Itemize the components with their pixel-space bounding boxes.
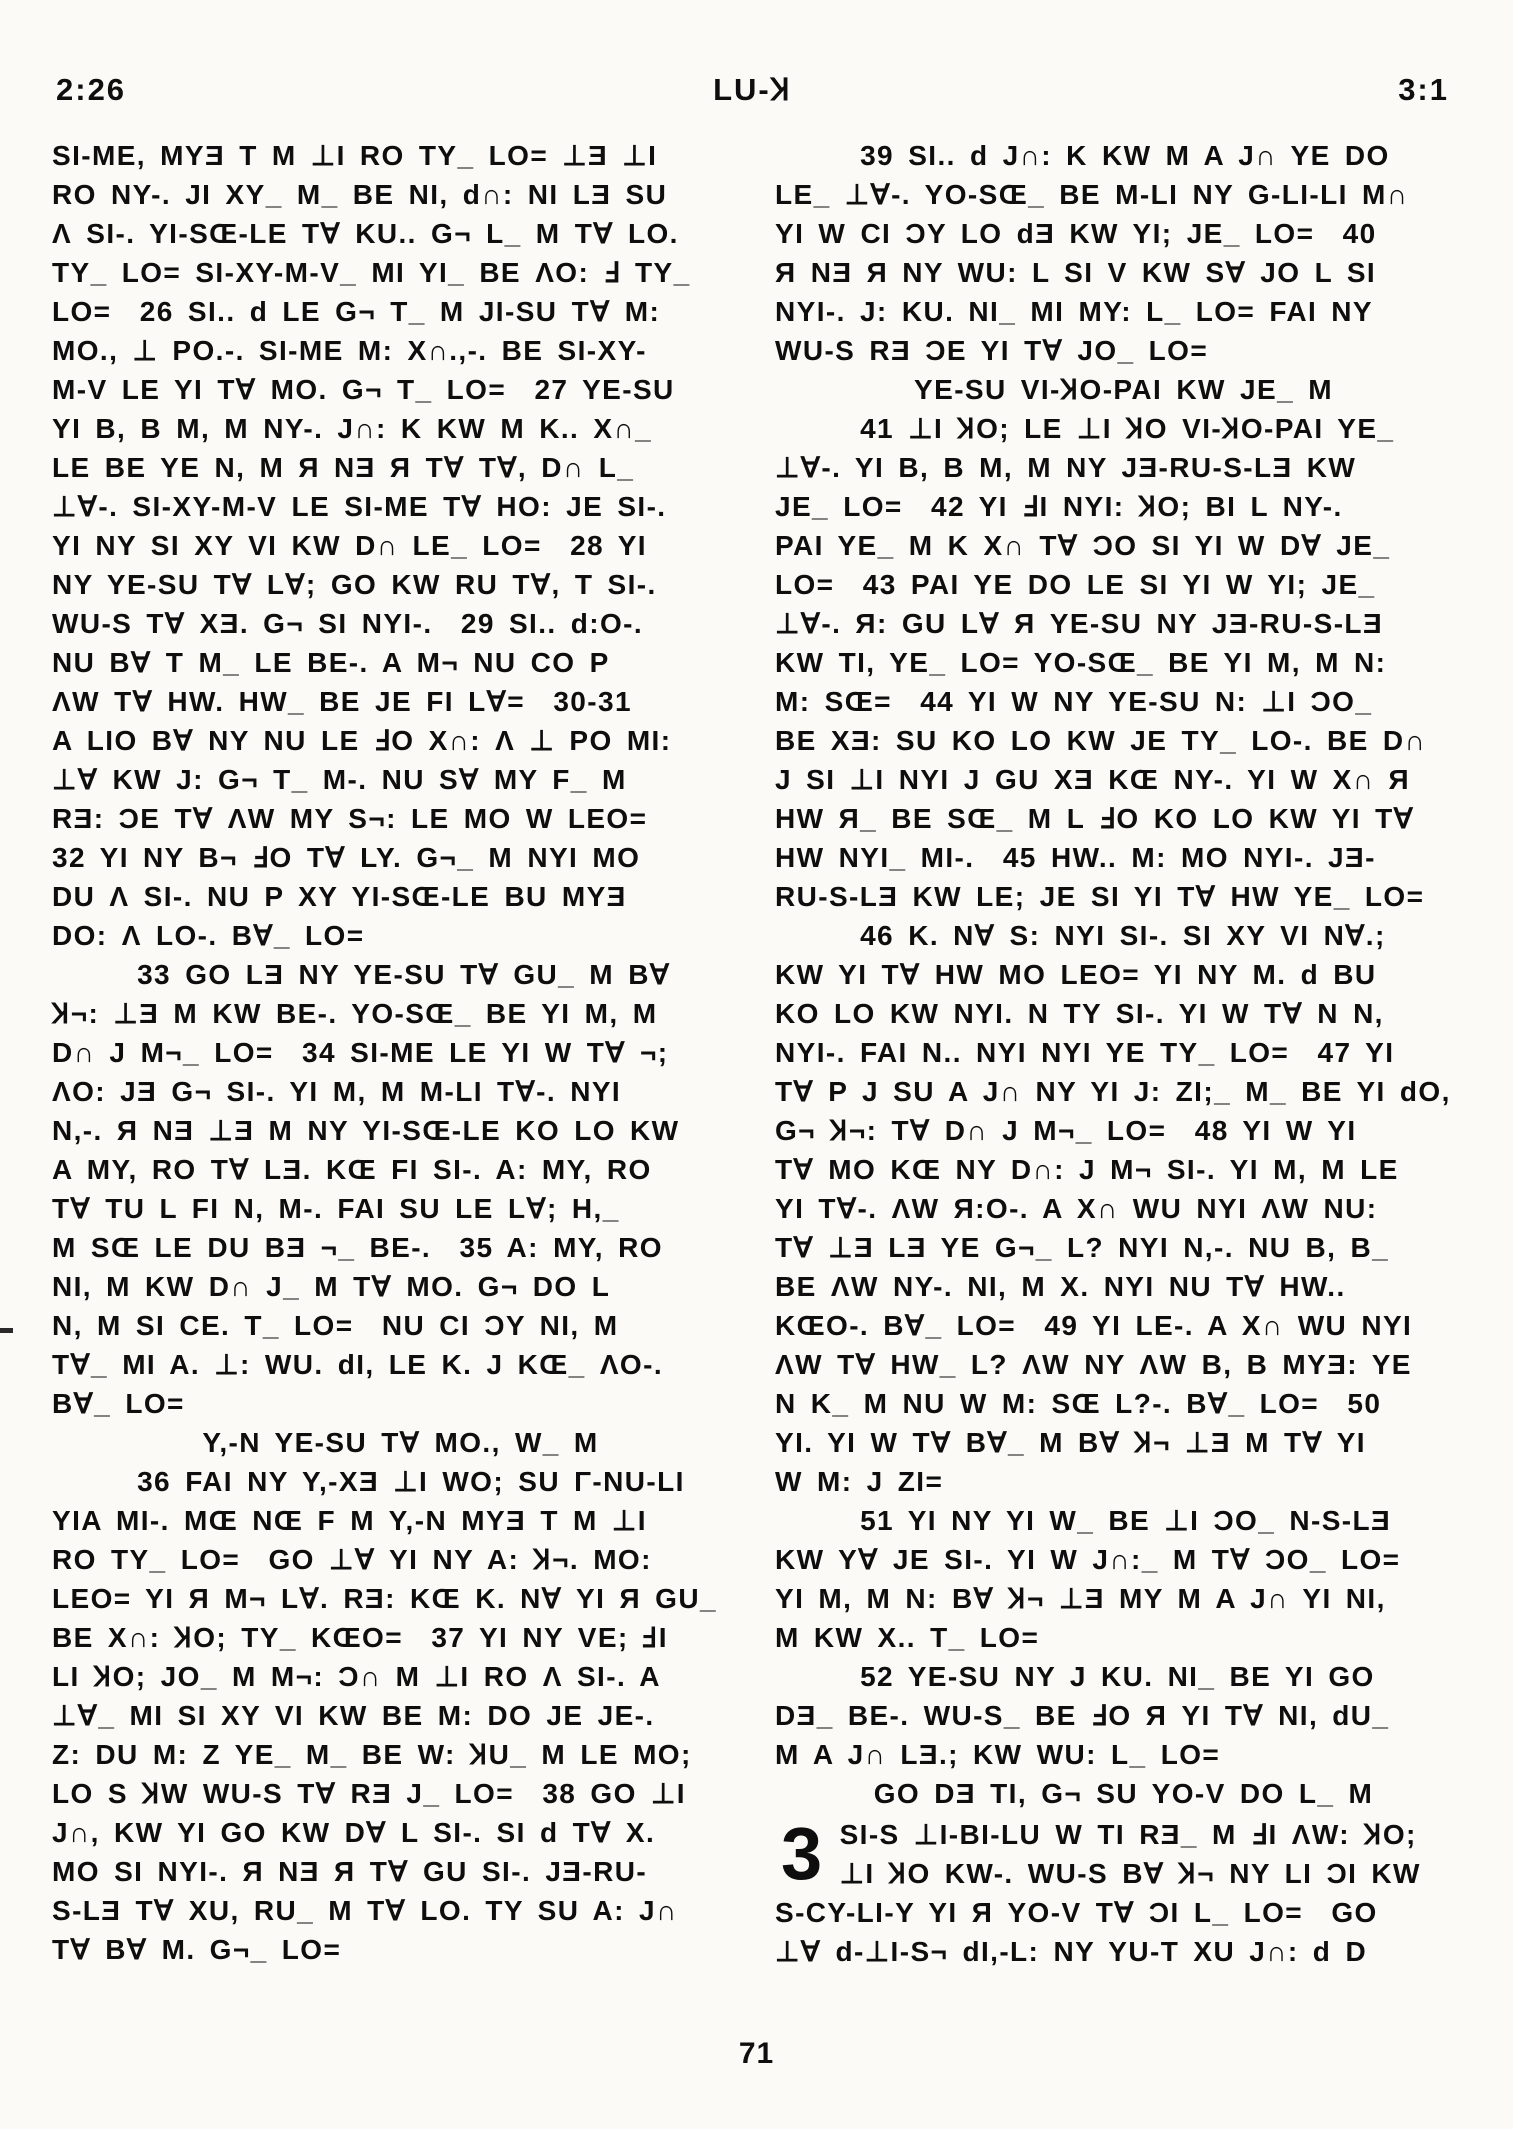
text-line: N K_ M NU W M: SŒ L?-. B∀_ LO= 50 <box>775 1388 1382 1419</box>
text-line: 36 FAI NY Y,-XƎ ⊥I WO; SU Γ-NU-LI <box>52 1466 685 1497</box>
section-heading: YE-SU VI-ꞰO-PAI KW JE_ M <box>914 374 1333 405</box>
text-line: WU-S RƎ ƆE YI T∀ JO_ LO= <box>775 335 1209 366</box>
text-line: 41 ⊥I ꞰO; LE ⊥I ꞰO VI-ꞰO-PAI YE_ <box>775 413 1395 444</box>
text-line: NY YE-SU T∀ L∀; GO KW RU T∀, T SI-. <box>52 569 657 600</box>
text-line: N,-. Я NƎ ⊥Ǝ M NY YI-SŒ-LE KO LO KW <box>52 1115 680 1146</box>
text-line: HW Я_ BE SŒ_ M L ℲO KO LO KW YI T∀ <box>775 803 1415 834</box>
text-line: WU-S T∀ XƎ. G¬ SI NYI-. 29 SI.. d:O-. <box>52 608 644 639</box>
text-line: KW Y∀ JE SI-. YI W J∩:_ M T∀ ƆO_ LO= <box>775 1544 1401 1575</box>
text-line: N, M SI CE. T_ LO= NU CI ƆY NI, M <box>52 1310 619 1341</box>
text-line: YI B, B M, M NY-. J∩: K KW M K.. X∩_ <box>52 413 653 444</box>
text-line: BE XƎ: SU KO LO KW JE TY_ LO-. BE D∩ <box>775 725 1427 756</box>
text-line: LE BE YE N, M Я NƎ Я T∀ T∀, D∩ L_ <box>52 452 635 483</box>
text-line: Ʞ¬: ⊥Ǝ M KW BE-. YO-SŒ_ BE YI M, M <box>52 998 658 1029</box>
text-line: Λ SI-. YI-SŒ-LE T∀ KU.. G¬ L_ M T∀ LO. <box>52 218 679 249</box>
right-column <box>775 136 1472 1971</box>
text-line: ΛW T∀ HW. HW_ BE JE FI L∀= 30-31 <box>52 686 632 717</box>
text-line: A MY, RO T∀ LƎ. KŒ FI SI-. A: MY, RO <box>52 1154 652 1185</box>
page-number: 71 <box>738 2037 775 2070</box>
text-line: G¬ Ʞ¬: T∀ D∩ J M¬_ LO= 48 YI W YI <box>775 1115 1357 1146</box>
text-line: YI M, M N: B∀ Ʞ¬ ⊥Ǝ MY M A J∩ YI NI, <box>775 1583 1386 1614</box>
text-line: W M: J ZI= <box>775 1466 944 1497</box>
text-line: JE_ LO= 42 YI ℲI NYI: ꞰO; BI L NY-. <box>775 491 1343 522</box>
text-line: DU Λ SI-. NU P XY YI-SŒ-LE BU MYƎ <box>52 881 627 912</box>
verse-ref-right: 3:1 <box>1398 72 1449 107</box>
text-line: LO S ꞰW WU-S T∀ RƎ J_ LO= 38 GO ⊥I <box>52 1778 686 1809</box>
text-line: Z: DU M: Z YE_ M_ BE W: ꞰU_ M LE MO; <box>52 1739 692 1770</box>
text-line: 33 GO LƎ NY YE-SU T∀ GU_ M B∀ <box>52 959 671 990</box>
text-line: 46 K. N∀ S: NYI SI-. SI XY VI N∀.; <box>775 920 1386 951</box>
text-line: PAI YE_ M K X∩ T∀ ƆO SI YI W D∀ JE_ <box>775 530 1391 561</box>
right-column-lines <box>775 136 1472 1813</box>
left-column <box>52 136 749 1971</box>
text-line: A LIO B∀ NY NU LE ℲO X∩: Λ ⊥ PO MI: <box>52 725 672 756</box>
text-line: ⊥∀-. Я: GU L∀ Я YE-SU NY JƎ-RU-S-LƎ <box>775 608 1384 639</box>
text-line: ⊥∀_ MI SI XY VI KW BE M: DO JE JE-. <box>52 1700 655 1731</box>
text-line: ΛW T∀ HW_ L? ΛW NY ΛW B, B MYƎ: YE <box>775 1349 1412 1380</box>
text-line: NYI-. FAI N.. NYI NYI YE TY_ LO= 47 YI <box>775 1037 1395 1068</box>
text-line: LO= 43 PAI YE DO LE SI YI W YI; JE_ <box>775 569 1376 600</box>
text-line: KŒO-. B∀_ LO= 49 YI LE-. A X∩ WU NYI <box>775 1310 1413 1341</box>
text-line: LE_ ⊥∀-. YO-SŒ_ BE M-LI NY G-LI-LI M∩ <box>775 179 1409 210</box>
text-line: ⊥∀-. YI B, B M, M NY JƎ-RU-S-LƎ KW <box>775 452 1357 483</box>
text-line: ⊥∀-. SI-XY-M-V LE SI-ME T∀ HO: JE SI-. <box>52 491 667 522</box>
text-line: SI-S ⊥I-BI-LU W TI RƎ_ M ℲI ΛW: ꞰO; <box>839 1819 1417 1850</box>
text-line: BE X∩: ꞰO; TY_ KŒO= 37 YI NY VE; ℲI <box>52 1622 668 1653</box>
text-line: NU B∀ T M_ LE BE-. A M¬ NU CO P <box>52 647 610 678</box>
text-line: RU-S-LƎ KW LE; JE SI YI T∀ HW YE_ LO= <box>775 881 1425 912</box>
text-line: ⊥∀ d-⊥I-S¬ dI,-L: NY YU-T XU J∩: d D <box>775 1936 1368 1967</box>
text-line: HW NYI_ MI-. 45 HW.. M: MO NYI-. JƎ- <box>775 842 1376 873</box>
text-line: MO., ⊥ PO.-. SI-ME M: X∩.,-. BE SI-XY- <box>52 335 647 366</box>
text-line: Я NƎ Я NY WU: L SI V KW S∀ JO L SI <box>775 257 1377 288</box>
text-line: YIA MI-. MŒ NŒ F M Y,-N MYƎ T M ⊥I <box>52 1505 647 1536</box>
section-heading: Y,-N YE-SU T∀ MO., W_ M <box>202 1427 599 1458</box>
text-line: LO= 26 SI.. d LE G¬ T_ M JI-SU T∀ M: <box>52 296 661 327</box>
text-line: RƎ: ƆE T∀ ΛW MY S¬: LE MO W LEO= <box>52 803 648 834</box>
section-heading: GO DƎ TI, G¬ SU YO-V DO L_ M <box>873 1778 1374 1809</box>
book-title: LU-Ʞ <box>713 72 792 107</box>
text-line: T∀ TU L FI N, M-. FAI SU LE L∀; H,_ <box>52 1193 620 1224</box>
text-line: S-LƎ T∀ XU, RU_ M T∀ LO. TY SU A: J∩ <box>52 1895 678 1926</box>
text-line: M SŒ LE DU BƎ ¬_ BE-. 35 A: MY, RO <box>52 1232 663 1263</box>
chapter-3-block <box>775 1812 1472 1971</box>
text-line: DO: Λ LO-. B∀_ LO= <box>52 920 365 951</box>
text-line: T∀ ⊥Ǝ LƎ YE G¬_ L? NYI N,-. NU B, B_ <box>775 1232 1390 1263</box>
text-line: YI NY SI XY VI KW D∩ LE_ LO= 28 YI <box>52 530 647 561</box>
text-line: TY_ LO= SI-XY-M-V_ MI YI_ BE ΛO: Ⅎ TY_ <box>52 257 691 288</box>
text-line: T∀ P J SU A J∩ NY YI J: ZI;_ M_ BE YI dO, <box>775 1076 1451 1107</box>
text-line: 52 YE-SU NY J KU. NI_ BE YI GO <box>775 1661 1375 1692</box>
text-line: T∀_ MI A. ⊥: WU. dI, LE K. J KŒ_ ΛO-. <box>52 1349 663 1380</box>
text-line: NYI-. J: KU. NI_ MI MY: L_ LO= FAI NY <box>775 296 1373 327</box>
text-line: ⊥∀ KW J: G¬ T_ M-. NU S∀ MY F_ M <box>52 764 627 795</box>
text-line: T∀ MO KŒ NY D∩: J M¬ SI-. YI M, M LE <box>775 1154 1399 1185</box>
text-line: 32 YI NY B¬ ℲO T∀ LY. G¬_ M NYI MO <box>52 842 641 873</box>
text-line: LI ꞰO; JO_ M M¬: Ɔ∩ M ⊥I RO Λ SI-. A <box>52 1661 661 1692</box>
text-line: RO NY-. JI XY_ M_ BE NI, d∩: NI LƎ SU <box>52 179 668 210</box>
text-line: KO LO KW NYI. N TY SI-. YI W T∀ N N, <box>775 998 1384 1029</box>
text-line: YI T∀-. ΛW Я:O-. A X∩ WU NYI ΛW NU: <box>775 1193 1378 1224</box>
text-line: MO SI NYI-. Я NƎ Я T∀ GU SI-. JƎ-RU- <box>52 1856 648 1887</box>
text-line: J SI ⊥I NYI J GU XƎ KŒ NY-. YI W X∩ Я <box>775 764 1411 795</box>
text-line: 51 YI NY YI W_ BE ⊥I ƆO_ N-S-LƎ <box>775 1505 1392 1536</box>
text-line: M-V LE YI T∀ MO. G¬ T_ LO= 27 YE-SU <box>52 374 675 405</box>
text-line: DƎ_ BE-. WU-S_ BE ℲO Я YI T∀ NI, dU_ <box>775 1700 1390 1731</box>
text-line: SI-ME, MYƎ T M ⊥I RO TY_ LO= ⊥Ǝ ⊥I <box>52 140 658 171</box>
text-line: M A J∩ LƎ.; KW WU: L_ LO= <box>775 1739 1221 1770</box>
text-line: RO TY_ LO= GO ⊥∀ YI NY A: Ʞ¬. MO: <box>52 1544 652 1575</box>
text-line: YI. YI W T∀ B∀_ M B∀ Ʞ¬ ⊥Ǝ M T∀ YI <box>775 1427 1366 1458</box>
text-line: T∀ B∀ M. G¬_ LO= <box>52 1934 342 1965</box>
text-line: S-CY-LI-Y YI Я YO-V T∀ ƆI L_ LO= GO <box>775 1897 1378 1928</box>
text-columns <box>0 110 1513 1971</box>
text-line: B∀_ LO= <box>52 1388 185 1419</box>
scan-artifact <box>0 1328 13 1333</box>
text-line: 39 SI.. d J∩: K KW M A J∩ YE DO <box>775 140 1390 171</box>
text-line: M KW X.. T_ LO= <box>775 1622 1040 1653</box>
text-line: LEO= YI Я M¬ L∀. RƎ: KŒ K. N∀ YI Я GU_ <box>52 1583 717 1614</box>
text-line: KW YI T∀ HW MO LEO= YI NY M. d BU <box>775 959 1377 990</box>
text-line: J∩, KW YI GO KW D∀ L SI-. SI d T∀ X. <box>52 1817 656 1848</box>
page-header <box>0 0 1513 110</box>
chapter-3-lines <box>775 1812 1472 1971</box>
chapter-number: 3 <box>781 1812 824 1895</box>
text-line: ⊥I ꞰO KW-. WU-S B∀ Ʞ¬ NY LI ƆI KW <box>839 1858 1421 1889</box>
text-line: YI W CI ƆY LO dƎ KW YI; JE_ LO= 40 <box>775 218 1377 249</box>
text-line: NI, M KW D∩ J_ M T∀ MO. G¬ DO L <box>52 1271 611 1302</box>
text-line: D∩ J M¬_ LO= 34 SI-ME LE YI W T∀ ¬; <box>52 1037 669 1068</box>
verse-ref-left: 2:26 <box>56 72 127 107</box>
text-line: BE ΛW NY-. NI, M X. NYI NU T∀ HW.. <box>775 1271 1346 1302</box>
text-line: M: SŒ= 44 YI W NY YE-SU N: ⊥I ƆO_ <box>775 686 1373 717</box>
text-line: ΛO: JƎ G¬ SI-. YI M, M M-LI T∀-. NYI <box>52 1076 622 1107</box>
text-line: KW TI, YE_ LO= YO-SŒ_ BE YI M, M N: <box>775 647 1387 678</box>
